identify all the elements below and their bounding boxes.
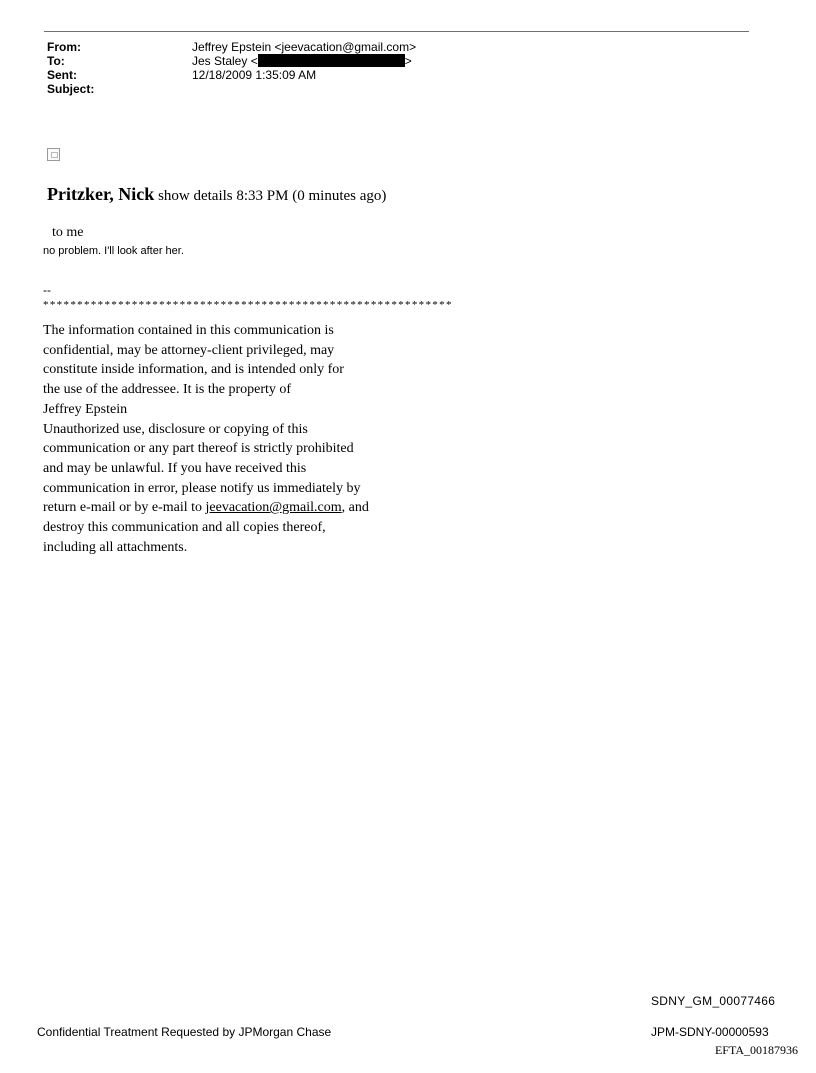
header-divider <box>44 31 749 32</box>
disclaimer-line: constitute inside information, and is intended only for <box>43 362 344 378</box>
from-value: Jeffrey Epstein <jeevacation@gmail.com> <box>192 40 417 54</box>
disclaimer-line: communication or any part thereof is strictly prohibited <box>43 441 354 457</box>
subject-label: Subject: <box>47 82 95 96</box>
to-suffix: > <box>404 54 412 68</box>
disclaimer-line: destroy this communication and all copies thereof, <box>43 520 326 536</box>
disclaimer-line: and may be unlawful. If you have received this <box>43 460 307 476</box>
sent-label: Sent: <box>47 68 77 82</box>
confidentiality-disclaimer <box>43 321 369 557</box>
disclaimer-line: Unauthorized use, disclosure or copying of this <box>43 421 308 437</box>
redaction-bar <box>258 54 405 67</box>
message-body: no problem. I'll look after her. <box>43 245 184 257</box>
efta-number: EFTA_00187936 <box>714 1043 798 1057</box>
to-prefix: Jes Staley < <box>192 54 258 68</box>
disclaimer-line: Jeffrey Epstein <box>43 401 128 417</box>
disclaimer-line: confidential, may be attorney-client privileged, may <box>43 342 335 358</box>
sender-meta: show details 8:33 PM (0 minutes ago) <box>154 188 387 204</box>
confidential-treatment-note: Confidential Treatment Requested by JPMorgan Chase <box>37 1025 332 1039</box>
sent-value: 12/18/2009 1:35:09 AM <box>192 68 317 82</box>
email-link[interactable]: jeevacation@gmail.com <box>205 500 342 516</box>
disclaimer-line: the use of the addressee. It is the property of <box>43 382 292 398</box>
recipient-note: to me <box>52 225 84 240</box>
sender-line <box>47 184 386 205</box>
disclaimer-line-with-link <box>43 498 369 518</box>
sender-name: Pritzker, Nick <box>47 184 155 204</box>
from-label: From: <box>47 40 81 54</box>
disclaimer-text: return e-mail or by e-mail to <box>43 500 206 516</box>
broken-image-icon <box>47 148 60 161</box>
bates-number-gm: SDNY_GM_00077466 <box>651 994 776 1008</box>
disclaimer-line: including all attachments. <box>43 539 188 555</box>
asterisk-divider: ************************************************************ <box>43 299 453 311</box>
to-value <box>192 54 412 68</box>
disclaimer-text: , and <box>341 500 369 516</box>
signature-separator: -- <box>43 283 51 297</box>
bates-number-jpm: JPM-SDNY-00000593 <box>651 1025 769 1039</box>
to-label: To: <box>47 54 65 68</box>
disclaimer-line: The information contained in this communication is <box>43 323 334 338</box>
disclaimer-line: communication in error, please notify us immediately by <box>43 480 361 496</box>
